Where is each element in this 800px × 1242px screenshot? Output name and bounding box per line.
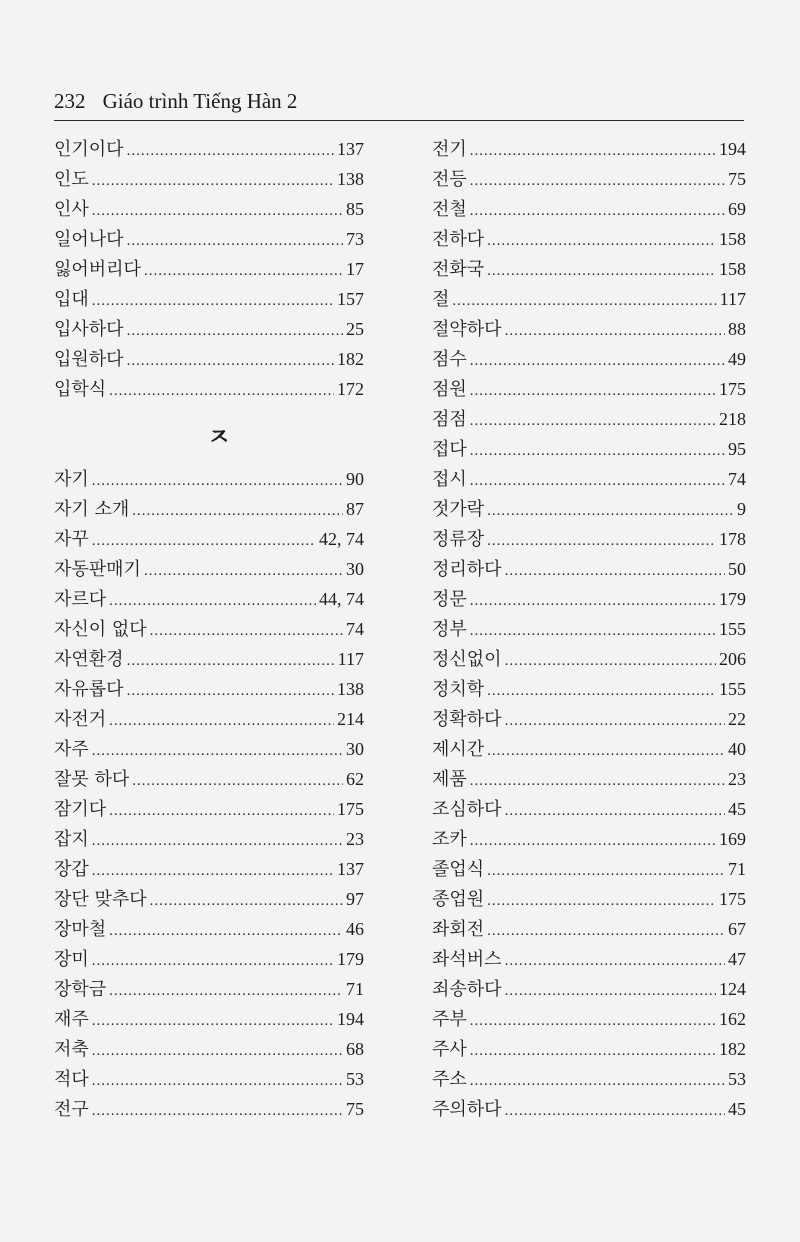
index-entry <box>54 974 364 1004</box>
entry-word: 제품 <box>432 769 467 790</box>
entry-list-i <box>54 134 364 404</box>
entry-page-number: 95 <box>728 439 746 459</box>
entry-page-number: 87 <box>346 499 364 519</box>
index-entry <box>54 524 364 554</box>
index-entry <box>432 884 746 914</box>
entry-page-number: 25 <box>346 319 364 339</box>
entry-word: 장미 <box>54 949 89 970</box>
entry-word: 주의하다 <box>432 1099 502 1120</box>
entry-page-number: 17 <box>346 259 364 279</box>
dot-leader <box>487 496 734 526</box>
index-entry <box>432 464 746 494</box>
entry-page-number: 53 <box>346 1069 364 1089</box>
entry-page-number: 138 <box>337 169 364 189</box>
entry-page-number: 137 <box>337 139 364 159</box>
index-entry <box>432 1064 746 1094</box>
entry-word: 자동판매기 <box>54 559 141 580</box>
index-entry <box>54 764 364 794</box>
index-entry <box>54 674 364 704</box>
entry-word: 자신이 없다 <box>54 619 147 640</box>
entry-word: 전등 <box>432 169 467 190</box>
dot-leader <box>470 1036 716 1066</box>
entry-word: 주소 <box>432 1069 467 1090</box>
entry-page-number: 179 <box>719 589 746 609</box>
entry-page-number: 23 <box>728 769 746 789</box>
entry-word: 장마철 <box>54 919 107 940</box>
dot-leader <box>92 1066 343 1096</box>
index-entry <box>54 704 364 734</box>
dot-leader <box>470 1006 716 1036</box>
index-column-right <box>432 134 746 1124</box>
entry-page-number: 90 <box>346 469 364 489</box>
entry-word: 조심하다 <box>432 799 502 820</box>
entry-page-number: 74 <box>346 619 364 639</box>
dot-leader <box>487 856 725 886</box>
entry-page-number: 158 <box>719 259 746 279</box>
entry-page-number: 46 <box>346 919 364 939</box>
entry-page-number: 40 <box>728 739 746 759</box>
entry-word: 정확하다 <box>432 709 502 730</box>
entry-page-number: 117 <box>719 289 746 309</box>
dot-leader <box>470 346 725 376</box>
entry-word: 입학식 <box>54 379 107 400</box>
entry-page-number: 97 <box>346 889 364 909</box>
entry-page-number: 69 <box>728 199 746 219</box>
dot-leader <box>92 856 334 886</box>
entry-page-number: 214 <box>337 709 364 729</box>
index-entry <box>432 644 746 674</box>
entry-word: 전기 <box>432 139 467 160</box>
index-entry <box>432 344 746 374</box>
entry-page-number: 194 <box>337 1009 364 1029</box>
dot-leader <box>92 196 343 226</box>
entry-page-number: 178 <box>719 529 746 549</box>
dot-leader <box>505 976 716 1006</box>
dot-leader <box>109 796 334 826</box>
entry-page-number: 45 <box>728 799 746 819</box>
index-entry <box>432 404 746 434</box>
index-entry <box>432 854 746 884</box>
dot-leader <box>505 316 725 346</box>
dot-leader <box>92 466 343 496</box>
entry-page-number: 138 <box>337 679 364 699</box>
dot-leader <box>127 676 334 706</box>
entry-word: 자르다 <box>54 589 107 610</box>
dot-leader <box>127 646 335 676</box>
dot-leader <box>487 226 716 256</box>
dot-leader <box>132 766 343 796</box>
entry-page-number: 162 <box>719 1009 746 1029</box>
entry-page-number: 182 <box>337 349 364 369</box>
dot-leader <box>505 1096 725 1126</box>
index-entry <box>54 1004 364 1034</box>
dot-leader <box>487 886 716 916</box>
dot-leader <box>470 586 716 616</box>
dot-leader <box>487 676 716 706</box>
page-number: 232 <box>54 89 86 113</box>
entry-page-number: 182 <box>719 1039 746 1059</box>
index-entry <box>54 374 364 404</box>
index-entry <box>432 764 746 794</box>
entry-word: 장단 맞추다 <box>54 889 147 910</box>
index-entry <box>54 194 364 224</box>
dot-leader <box>505 796 725 826</box>
entry-page-number: 179 <box>337 949 364 969</box>
dot-leader <box>109 706 334 736</box>
entry-page-number: 73 <box>346 229 364 249</box>
entry-word: 좌회전 <box>432 919 485 940</box>
entry-page-number: 44, 74 <box>319 589 364 609</box>
entry-page-number: 49 <box>728 349 746 369</box>
index-entry <box>54 134 364 164</box>
entry-page-number: 155 <box>719 619 746 639</box>
dot-leader <box>92 826 343 856</box>
index-entry <box>54 224 364 254</box>
index-entry <box>54 824 364 854</box>
index-entry <box>432 434 746 464</box>
dot-leader <box>505 646 716 676</box>
index-entry <box>54 584 364 614</box>
entry-word: 젓가락 <box>432 499 485 520</box>
entry-word: 절 <box>432 289 450 310</box>
entry-page-number: 117 <box>337 649 364 669</box>
entry-word: 전화국 <box>432 259 485 280</box>
index-entry <box>432 944 746 974</box>
dot-leader <box>470 616 716 646</box>
index-entry <box>432 824 746 854</box>
entry-word: 정부 <box>432 619 467 640</box>
entry-page-number: 68 <box>346 1039 364 1059</box>
index-entry <box>432 1004 746 1034</box>
entry-page-number: 155 <box>719 679 746 699</box>
entry-word: 자기 <box>54 469 89 490</box>
entry-page-number: 74 <box>728 469 746 489</box>
entry-word: 인도 <box>54 169 89 190</box>
index-entry <box>54 884 364 914</box>
entry-word: 졸업식 <box>432 859 485 880</box>
entry-list-j <box>54 464 364 1124</box>
entry-page-number: 67 <box>728 919 746 939</box>
entry-word: 장갑 <box>54 859 89 880</box>
entry-word: 조카 <box>432 829 467 850</box>
dot-leader <box>92 1096 343 1126</box>
index-entry <box>432 254 746 284</box>
entry-page-number: 22 <box>728 709 746 729</box>
index-entry <box>432 284 746 314</box>
entry-page-number: 30 <box>346 559 364 579</box>
dot-leader <box>470 826 716 856</box>
entry-word: 입대 <box>54 289 89 310</box>
entry-word: 정문 <box>432 589 467 610</box>
dot-leader <box>470 1066 725 1096</box>
dot-leader <box>505 556 725 586</box>
index-entry <box>432 164 746 194</box>
dot-leader <box>487 916 725 946</box>
index-entry <box>54 944 364 974</box>
section-heading-j: ㅈ <box>207 421 231 451</box>
index-entry <box>54 254 364 284</box>
index-entry <box>54 734 364 764</box>
entry-page-number: 23 <box>346 829 364 849</box>
book-title: Giáo trình Tiếng Hàn 2 <box>102 89 298 113</box>
dot-leader <box>487 736 725 766</box>
entry-page-number: 45 <box>728 1099 746 1119</box>
dot-leader <box>452 286 716 316</box>
dot-leader <box>127 346 334 376</box>
index-entry <box>54 614 364 644</box>
entry-page-number: 158 <box>719 229 746 249</box>
index-entry <box>432 314 746 344</box>
index-entry <box>432 554 746 584</box>
dot-leader <box>470 376 716 406</box>
entry-word: 재주 <box>54 1009 89 1030</box>
entry-word: 인사 <box>54 199 89 220</box>
dot-leader <box>92 736 343 766</box>
entry-word: 입사하다 <box>54 319 124 340</box>
index-entry <box>432 674 746 704</box>
entry-word: 잡지 <box>54 829 89 850</box>
entry-word: 죄송하다 <box>432 979 502 1000</box>
index-entry <box>432 194 746 224</box>
index-entry <box>432 1034 746 1064</box>
entry-page-number: 206 <box>719 649 746 669</box>
entry-page-number: 71 <box>346 979 364 999</box>
entry-page-number: 194 <box>719 139 746 159</box>
entry-page-number: 88 <box>728 319 746 339</box>
entry-word: 자기 소개 <box>54 499 130 520</box>
index-entry <box>54 914 364 944</box>
entry-page-number: 218 <box>719 409 746 429</box>
dot-leader <box>144 256 343 286</box>
entry-page-number: 175 <box>719 379 746 399</box>
entry-page-number: 75 <box>728 169 746 189</box>
dot-leader <box>92 166 334 196</box>
entry-word: 적다 <box>54 1069 89 1090</box>
entry-word: 종업원 <box>432 889 485 910</box>
entry-word: 일어나다 <box>54 229 124 250</box>
dot-leader <box>150 886 343 916</box>
entry-page-number: 71 <box>728 859 746 879</box>
dot-leader <box>150 616 343 646</box>
index-entry <box>432 374 746 404</box>
index-entry <box>54 164 364 194</box>
entry-word: 장학금 <box>54 979 107 1000</box>
entry-page-number: 47 <box>728 949 746 969</box>
dot-leader <box>470 436 725 466</box>
entry-page-number: 169 <box>719 829 746 849</box>
entry-word: 좌석버스 <box>432 949 502 970</box>
index-entry <box>432 524 746 554</box>
entry-word: 저축 <box>54 1039 89 1060</box>
index-entry <box>432 494 746 524</box>
index-entry <box>54 344 364 374</box>
dot-leader <box>132 496 343 526</box>
index-entry <box>54 494 364 524</box>
dot-leader <box>470 466 725 496</box>
dot-leader <box>487 526 716 556</box>
entry-page-number: 9 <box>737 499 746 519</box>
index-entry <box>54 464 364 494</box>
entry-page-number: 157 <box>337 289 364 309</box>
entry-word: 전철 <box>432 199 467 220</box>
entry-word: 절약하다 <box>432 319 502 340</box>
entry-word: 인기이다 <box>54 139 124 160</box>
entry-word: 점원 <box>432 379 467 400</box>
dot-leader <box>92 1006 334 1036</box>
index-entry <box>54 284 364 314</box>
entry-page-number: 124 <box>719 979 746 999</box>
index-entry <box>54 1094 364 1124</box>
dot-leader <box>505 946 725 976</box>
index-entry <box>54 314 364 344</box>
dot-leader <box>144 556 343 586</box>
index-entry <box>432 134 746 164</box>
dot-leader <box>127 226 343 256</box>
dot-leader <box>92 526 316 556</box>
entry-list-right <box>432 134 746 1124</box>
dot-leader <box>470 766 725 796</box>
dot-leader <box>127 316 343 346</box>
entry-page-number: 30 <box>346 739 364 759</box>
dot-leader <box>109 376 334 406</box>
dot-leader <box>127 136 334 166</box>
index-entry <box>54 644 364 674</box>
index-entry <box>432 614 746 644</box>
index-entry <box>54 1064 364 1094</box>
entry-word: 접다 <box>432 439 467 460</box>
index-entry <box>432 224 746 254</box>
dot-leader <box>470 406 716 436</box>
index-entry <box>432 974 746 1004</box>
entry-word: 점수 <box>432 349 467 370</box>
entry-word: 정류장 <box>432 529 485 550</box>
dot-leader <box>109 976 343 1006</box>
entry-word: 자전거 <box>54 709 107 730</box>
index-entry <box>432 914 746 944</box>
entry-page-number: 172 <box>337 379 364 399</box>
entry-word: 정리하다 <box>432 559 502 580</box>
dot-leader <box>470 136 716 166</box>
dot-leader <box>505 706 725 736</box>
index-entry <box>54 794 364 824</box>
entry-page-number: 175 <box>719 889 746 909</box>
entry-page-number: 62 <box>346 769 364 789</box>
index-entry <box>432 794 746 824</box>
entry-word: 전구 <box>54 1099 89 1120</box>
running-header <box>54 88 744 121</box>
entry-word: 자연환경 <box>54 649 124 670</box>
entry-word: 제시간 <box>432 739 485 760</box>
index-entry <box>54 554 364 584</box>
entry-page-number: 42, 74 <box>319 529 364 549</box>
index-entry <box>432 584 746 614</box>
dot-leader <box>470 166 725 196</box>
entry-page-number: 175 <box>337 799 364 819</box>
dot-leader <box>109 916 343 946</box>
dot-leader <box>487 256 716 286</box>
entry-page-number: 137 <box>337 859 364 879</box>
index-column-left <box>54 134 364 1124</box>
entry-word: 주사 <box>432 1039 467 1060</box>
dot-leader <box>92 946 334 976</box>
entry-page-number: 75 <box>346 1099 364 1119</box>
entry-page-number: 85 <box>346 199 364 219</box>
entry-word: 자주 <box>54 739 89 760</box>
index-entry <box>54 1034 364 1064</box>
entry-word: 잠기다 <box>54 799 107 820</box>
dot-leader <box>470 196 725 226</box>
dot-leader <box>92 1036 343 1066</box>
entry-word: 자꾸 <box>54 529 89 550</box>
entry-word: 접시 <box>432 469 467 490</box>
entry-word: 입원하다 <box>54 349 124 370</box>
entry-word: 전하다 <box>432 229 485 250</box>
entry-page-number: 50 <box>728 559 746 579</box>
index-entry <box>432 1094 746 1124</box>
entry-word: 점점 <box>432 409 467 430</box>
entry-word: 정치학 <box>432 679 485 700</box>
dot-leader <box>92 286 334 316</box>
entry-word: 잘못 하다 <box>54 769 130 790</box>
index-entry <box>432 734 746 764</box>
entry-word: 잃어버리다 <box>54 259 141 280</box>
entry-word: 주부 <box>432 1009 467 1030</box>
dot-leader <box>109 586 316 616</box>
entry-word: 자유롭다 <box>54 679 124 700</box>
entry-page-number: 53 <box>728 1069 746 1089</box>
index-entry <box>432 704 746 734</box>
entry-word: 정신없이 <box>432 649 502 670</box>
index-entry <box>54 854 364 884</box>
